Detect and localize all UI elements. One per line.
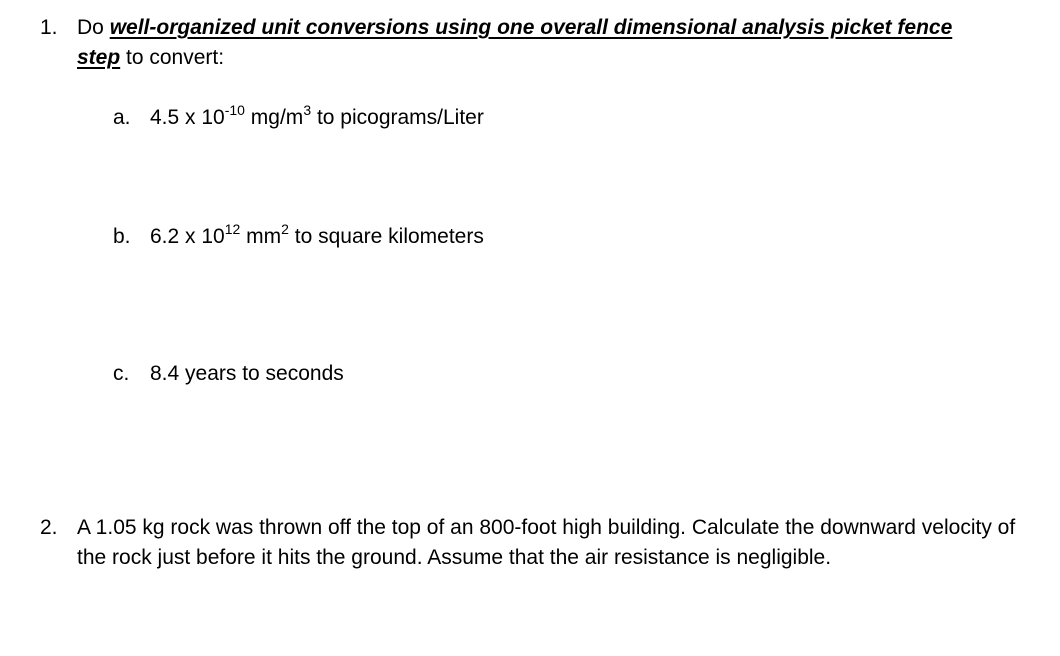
part-a-letter: a. [113, 106, 131, 129]
question-1-lead: Do [77, 16, 110, 39]
part-c-text: 8.4 years to seconds [150, 362, 344, 385]
part-a-exponent: -10 [224, 102, 245, 118]
question-1-emphasis: well-organized unit conversions using one overall dimensional analysis picket fence [109, 16, 953, 39]
part-a-rest: to picograms/Liter [311, 106, 484, 129]
part-b-unit: mm [240, 225, 282, 248]
question-1-number: 1. [40, 16, 58, 39]
part-b-letter: b. [113, 225, 131, 248]
part-c [113, 359, 344, 389]
part-a-unit-exponent: 3 [303, 102, 312, 118]
question-2-number: 2. [40, 516, 58, 539]
part-b-coefficient: 6.2 x 10 [150, 225, 225, 248]
question-2 [40, 513, 1020, 573]
part-b-exponent: 12 [224, 221, 241, 237]
question-2-text: A 1.05 kg rock was thrown off the top of an 800-foot high building. Calculate the downward velocity of the rock just before it hits the ground. Assume that the air resistance is negligible. [77, 516, 1016, 569]
part-c-letter: c. [113, 362, 130, 385]
question-1-tail: to convert: [120, 46, 225, 69]
question-1 [40, 13, 1020, 73]
question-1-emphasis-step: step [77, 46, 121, 69]
part-a-unit: mg/m [244, 106, 304, 129]
part-b-unit-exponent: 2 [281, 221, 289, 237]
part-b [113, 222, 484, 252]
part-a [113, 103, 484, 133]
part-b-rest: to square kilometers [288, 225, 484, 248]
part-a-coefficient: 4.5 x 10 [150, 106, 225, 129]
question-1-text [77, 13, 1020, 73]
